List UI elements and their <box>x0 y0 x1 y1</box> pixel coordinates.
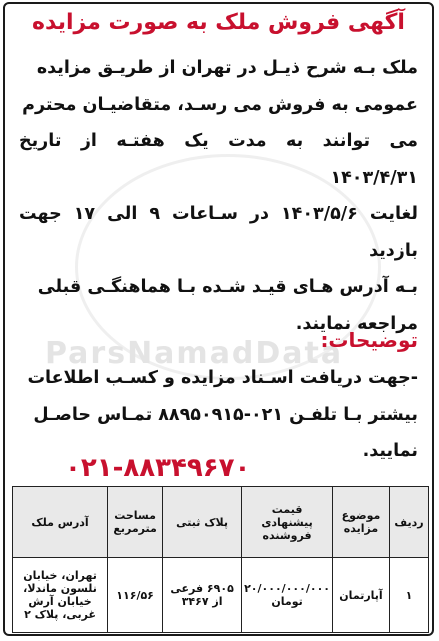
property-table <box>12 486 429 633</box>
header-address: آدرس ملک <box>13 487 108 558</box>
header-price: قیمت پیشنهادی فروشنده <box>242 487 333 558</box>
body-line: عمومی به فروش می رسـد، متقاضیـان محترم <box>22 94 418 115</box>
body-line: مراجعه نمایند. <box>295 313 418 334</box>
notes-line: -جهت دریافت اسـناد مزایده و کسـب اطلاعات <box>27 368 418 388</box>
cell-plaque: ۶۹۰۵ فرعی از ۳۴۶۷ <box>163 558 242 633</box>
cell-row-number: ۱ <box>390 558 429 633</box>
notes-heading: توضیحات: <box>320 328 418 352</box>
cell-address: تهران، خیابان نلسون ماندلا، خیابان آرش غربی، پلاک ۲ <box>13 558 108 633</box>
header-plaque: پلاک ثبتی <box>163 487 242 558</box>
header-area: مساحت مترمربع <box>108 487 163 558</box>
body-line: لغایت ۱۴۰۳/۵/۶ در سـاعات ۹ الی ۱۷ جهت بازدید <box>19 204 418 261</box>
table-header-row <box>13 487 429 558</box>
notes-line: نمایید. <box>362 441 418 461</box>
header-subject: موضوع مزایده <box>333 487 390 558</box>
cell-subject: آپارتمان <box>333 558 390 633</box>
ad-title: آگهی فروش ملک به صورت مزایده <box>32 10 405 35</box>
header-row-number: ردیف <box>390 487 429 558</box>
body-line: ملک بـه شرح ذیـل در تهران از طریـق مزایده <box>36 58 418 78</box>
ad-body <box>19 50 418 342</box>
watermark-text: ParsNamadData <box>45 336 344 371</box>
body-line: می توانند به مدت یک هفتـه از تاریخ ۱۴۰۳/۴/۳۱ <box>19 131 418 188</box>
phone-number: ۰۲۱-۸۸۳۴۹۶۷۰ <box>65 453 251 483</box>
body-line: بـه آدرس هـای قیـد شـده بـا هماهنگـی قبلی <box>37 277 418 297</box>
cell-area: ۱۱۶/۵۶ <box>108 558 163 633</box>
cell-price: ۲۰/۰۰۰/۰۰۰/۰۰۰ تومان <box>242 558 333 633</box>
notes-line: بیشتر بـا تلفـن ۰۲۱-۸۸۹۵۰۹۱۵ تمـاس حاصـل <box>33 404 418 425</box>
table-row <box>13 558 429 633</box>
